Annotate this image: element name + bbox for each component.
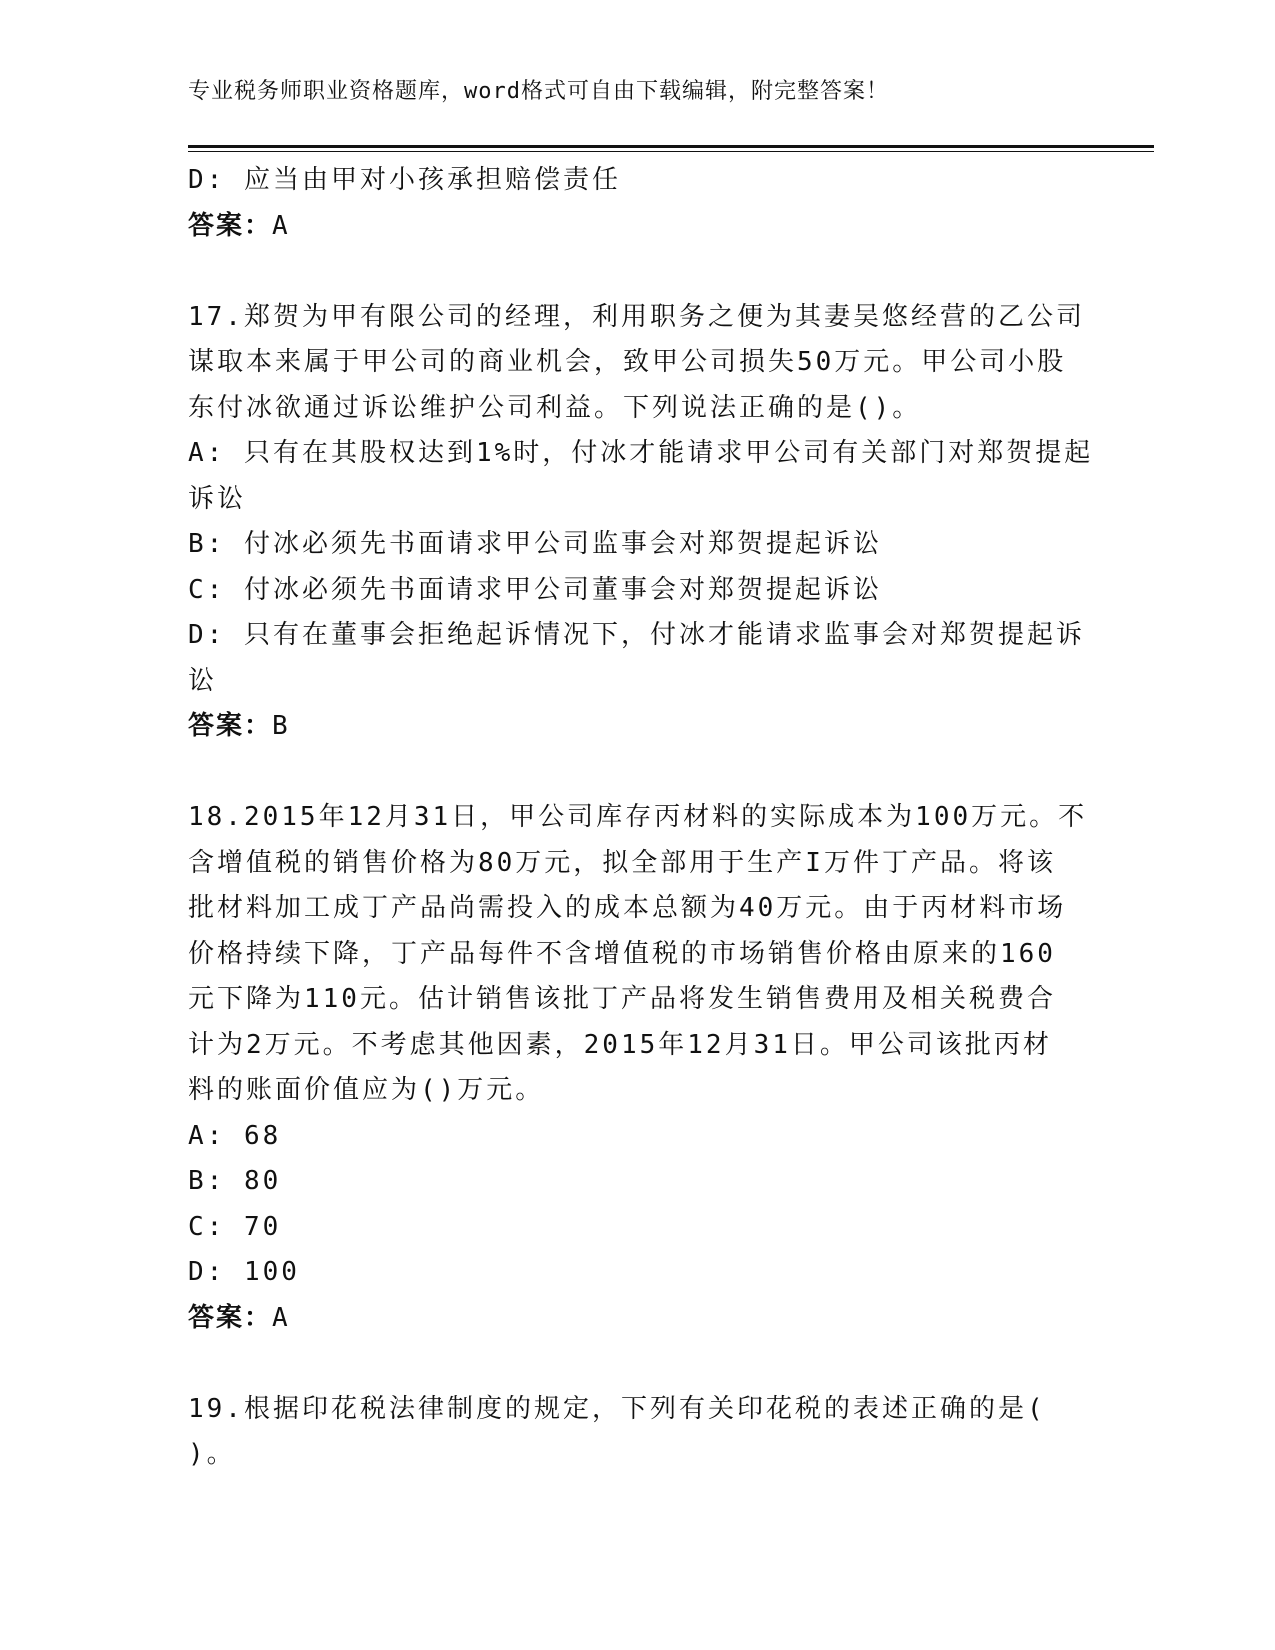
option-d-continued: 讼	[188, 665, 218, 696]
question-stem-line: 谋取本来属于甲公司的商业机会，致甲公司损失50万元。甲公司小股	[188, 347, 1067, 377]
option-b: B: 付冰必须先书面请求甲公司监事会对郑贺提起诉讼	[188, 529, 882, 559]
answer-label: 答案：	[188, 210, 273, 241]
question-stem-line: 17.郑贺为甲有限公司的经理，利用职务之便为其妻吴悠经营的乙公司	[188, 301, 1085, 332]
option-c: C: 70	[188, 1211, 282, 1242]
question-18	[188, 795, 1088, 1341]
page-header: 专业税务师职业资格题库，word格式可自由下载编辑，附完整答案！	[188, 79, 889, 104]
question-stem-line: 元下降为110元。估计销售该批丁产品将发生销售费用及相关税费合	[188, 984, 1056, 1014]
question-stem-line: 料的账面价值应为()万元。	[188, 1075, 545, 1105]
answer-value: A	[272, 210, 290, 241]
option-d: D: 100	[188, 1257, 300, 1287]
question-continuation	[188, 158, 1088, 249]
answer-line	[188, 204, 1088, 250]
header-rule-thin	[188, 151, 1154, 152]
question-stem-line: 批材料加工成丁产品尚需投入的成本总额为40万元。由于丙材料市场	[188, 893, 1067, 923]
option-b: B: 80	[188, 1166, 282, 1196]
spacer	[188, 1341, 1088, 1387]
spacer	[188, 249, 1088, 295]
question-stem-line: 18.2015年12月31日，甲公司库存丙材料的实际成本为100万元。不	[188, 802, 1088, 832]
option-c: C: 付冰必须先书面请求甲公司董事会对郑贺提起诉讼	[188, 574, 882, 605]
question-stem-line: )。	[188, 1439, 236, 1469]
document-body	[188, 158, 1094, 1478]
option-a-continued: 诉讼	[188, 483, 247, 514]
header-rule-thick	[188, 145, 1154, 148]
question-19	[188, 1387, 1088, 1478]
option-a: A: 只有在其股权达到1%时，付冰才能请求甲公司有关部门对郑贺提起	[188, 438, 1094, 468]
answer-line	[188, 1296, 1088, 1342]
question-stem-line: 价格持续下降，丁产品每件不含增值税的市场销售价格由原来的160	[188, 938, 1056, 969]
answer-line	[188, 704, 1088, 750]
option-d: D: 只有在董事会拒绝起诉情况下，付冰才能请求监事会对郑贺提起诉	[188, 620, 1085, 650]
question-stem-line: 19.根据印花税法律制度的规定，下列有关印花税的表述正确的是(	[188, 1393, 1046, 1424]
answer-value: A	[272, 1302, 290, 1333]
question-stem-line: 计为2万元。不考虑其他因素，2015年12月31日。甲公司该批丙材	[188, 1029, 1052, 1060]
option-d: D: 应当由甲对小孩承担赔偿责任	[188, 165, 621, 195]
question-stem-line: 含增值税的销售价格为80万元，拟全部用于生产I万件丁产品。将该	[188, 847, 1056, 878]
option-a: A: 68	[188, 1120, 282, 1151]
answer-label: 答案：	[188, 711, 273, 741]
answer-value: B	[272, 711, 290, 741]
question-stem-line: 东付冰欲通过诉讼维护公司利益。下列说法正确的是()。	[188, 392, 922, 423]
spacer	[188, 750, 1088, 796]
question-17	[188, 295, 1094, 750]
answer-label: 答案：	[188, 1302, 273, 1333]
